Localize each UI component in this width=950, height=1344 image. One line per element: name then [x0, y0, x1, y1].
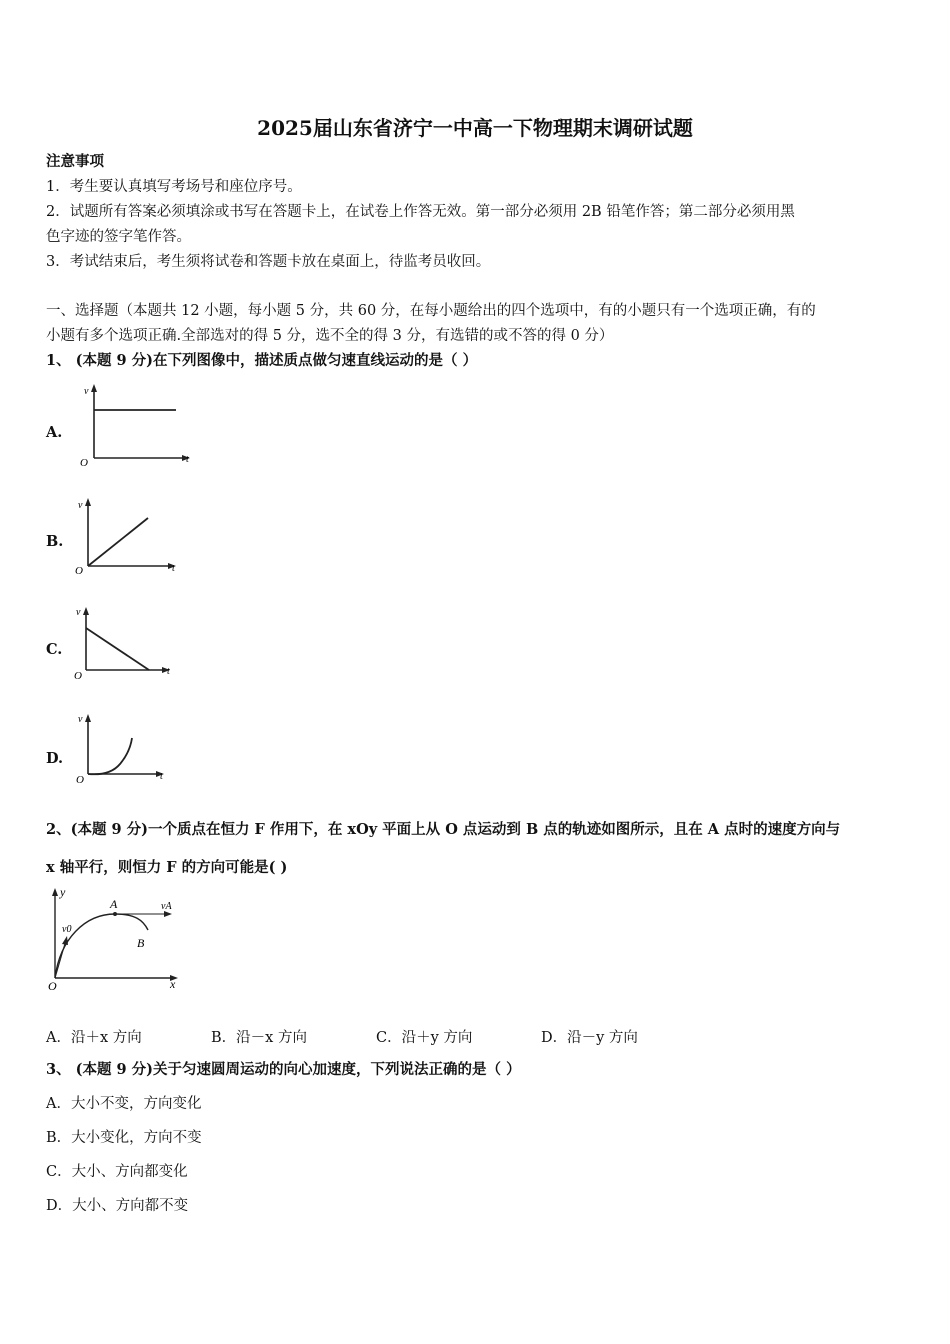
q2-trajectory-figure — [40, 884, 190, 996]
v-label: v — [78, 714, 83, 725]
graph-line — [86, 628, 149, 670]
origin-label: O — [80, 457, 88, 469]
q2-choice-d: D．沿－y 方向 — [541, 1030, 638, 1046]
question-1-text: 1、 (本题 9 分)在下列图像中，描述质点做匀速直线运动的是（ ） — [46, 352, 478, 369]
t-label: t — [160, 771, 163, 782]
b-label: B — [137, 936, 145, 950]
v-arrow — [85, 714, 91, 722]
q2-choice-c: C．沿＋y 方向 — [376, 1030, 473, 1046]
q3-option-c: C．大小、方向都变化 — [46, 1164, 188, 1180]
q1-graph-d — [72, 710, 202, 796]
question-3-text: 3、 (本题 9 分)关于匀速圆周运动的向心加速度，下列说法正确的是（ ） — [46, 1061, 521, 1078]
v-label: v — [78, 500, 83, 511]
v-label: v — [76, 607, 81, 618]
q3-option-b: B．大小变化，方向不变 — [46, 1130, 202, 1146]
v-arrow — [83, 607, 89, 615]
notice-item-2: 2．试题所有答案必须填涂或书写在答题卡上，在试卷上作答无效。第一部分必须用 2B 铅笔作答；第二部分必须用黑 — [46, 204, 795, 220]
x-label: x — [170, 977, 176, 991]
y-label: y — [60, 885, 66, 899]
graph-line — [88, 518, 148, 566]
graph-curve — [88, 738, 132, 774]
q2-choice-a: A．沿＋x 方向 — [46, 1030, 142, 1046]
t-label: t — [167, 666, 170, 677]
q1-graph-c — [72, 603, 202, 689]
v-label: v — [84, 386, 89, 397]
point-a — [113, 912, 117, 916]
origin-label: O — [75, 565, 83, 577]
y-arrow — [52, 888, 58, 896]
q1-option-b-label: B. — [46, 533, 64, 550]
q1-option-c-label: C. — [46, 641, 63, 658]
a-label: A — [110, 897, 118, 911]
q1-graph-b — [72, 494, 202, 580]
q1-option-d-label: D. — [46, 750, 64, 767]
notice-item-3: 3．考试结束后，考生须将试卷和答题卡放在桌面上，待监考员收回。 — [46, 254, 491, 270]
q2-choice-b: B．沿－x 方向 — [211, 1030, 307, 1046]
q3-option-d: D．大小、方向都不变 — [46, 1198, 189, 1214]
page-title: 2025届山东省济宁一中高一下物理期末调研试题 — [257, 116, 693, 140]
v-arrow — [85, 498, 91, 506]
v-arrow — [91, 384, 97, 392]
notice-heading: 注意事项 — [46, 153, 104, 170]
v0-vector — [55, 940, 66, 978]
origin-label: O — [74, 670, 82, 682]
origin-label: O — [48, 979, 57, 993]
q1-graph-a — [72, 382, 202, 472]
v0-label: v0 — [62, 924, 72, 935]
section-heading-line1: 一、选择题（本题共 12 小题，每小题 5 分，共 60 分，在每小题给出的四个选项中，有的小题只有一个选项正确，有的 — [46, 303, 816, 319]
t-label: t — [172, 563, 175, 574]
vA-label: vA — [161, 901, 172, 912]
q3-option-a: A．大小不变，方向变化 — [46, 1096, 202, 1112]
origin-label: O — [76, 774, 84, 786]
q1-option-a-label: A. — [46, 424, 63, 441]
notice-item-2-cont: 色字迹的签字笔作答。 — [46, 229, 191, 245]
v0-arrow — [62, 936, 68, 945]
section-heading-line2: 小题有多个选项正确.全部选对的得 5 分，选不全的得 3 分，有选错的或不答的得 0 分） — [46, 328, 614, 344]
t-label: t — [186, 454, 189, 465]
question-2-line1: 2、(本题 9 分)一个质点在恒力 F 作用下，在 xOy 平面上从 O 点运动到 B 点的轨迹如图所示，且在 A 点时的速度方向与 — [46, 821, 841, 838]
question-2-line2: x 轴平行，则恒力 F 的方向可能是( ) — [46, 859, 288, 876]
notice-item-1: 1．考生要认真填写考场号和座位序号。 — [46, 179, 302, 195]
